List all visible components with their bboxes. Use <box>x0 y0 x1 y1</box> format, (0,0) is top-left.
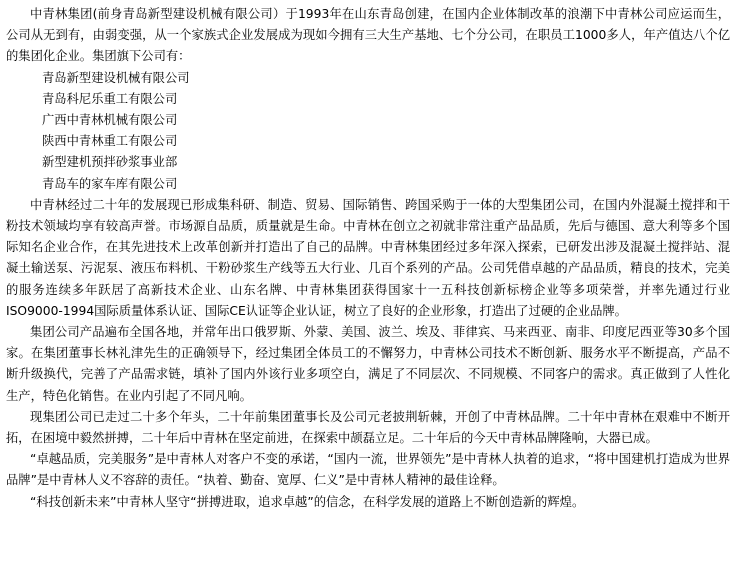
body-paragraph-4: “卓越品质，完美服务”是中青林人对客户不变的承诺，“国内一流，世界领先”是中青林人执着的追求，“将中国建机打造成为世界品牌”是中青林人义不容辞的责任。“执着、勤奋、宽厚、仁义”是中青林人精神的最佳诠释。 <box>6 452 730 488</box>
body-paragraph-2: 集团公司产品遍布全国各地，并常年出口俄罗斯、外蒙、美国、波兰、埃及、菲律宾、马来西亚、南非、印度尼西亚等30多个国家。在集团董事长林礼津先生的正确领导下，经过集团全体员工的不懈努力，中青林公司技术不断创新、服务水平不断提高，产品不断升级换代，完善了产品需求链，填补了国内外该行业多项空白，满足了不同层次、不同规模、不同客户的需求。真正做到了人性化生产，特色化销售。在业内引起了不同凡响。 <box>6 325 730 403</box>
list-item: 新型建机预拌砂浆事业部 <box>42 155 178 170</box>
intro-paragraph: 中青林集团(前身青岛新型建设机械有限公司）于1993年在山东青岛创建，在国内企业体制改革的浪潮下中青林公司应运而生，公司从无到有，由弱变强，从一个家族式企业发展成为现如今拥有三大生产基地、七个分公司，在职员工1000多人，年产值达八个亿的集团化企业。集团旗下公司有： <box>6 7 730 64</box>
list-item: 广西中青林机械有限公司 <box>42 113 178 128</box>
list-item: 青岛科尼乐重工有限公司 <box>42 91 178 106</box>
body-paragraph-1: 中青林经过二十年的发展现已形成集科研、制造、贸易、国际销售、跨国采购于一体的大型集团公司，在国内外混凝土搅拌和干粉技术领域均享有较高声誉。市场源自品质，质量就是生命。中青林在创立之初就非常注重产品品质，先后与德国、意大利等多个国际知名企业合作，在其先进技术上改革创新并打造出了自己的品牌。中青林集团经过多年深入探索，已研发出涉及混凝土搅拌站、混凝土输送泵、污泥泵、液压布料机、干粉砂浆生产线等五大行业、几百个系列的产品。公司凭借卓越的产品品质，精良的技术，完美的服务连续多年跃居了高新技术企业、山东名牌、中青林集团获得国家十一五科技创新标榜企业等多项荣誉，并率先通过行业ISO9000-1994国际质量体系认证、国际CE认证等企业认证，树立了良好的企业形象，打造出了过硬的企业品牌。 <box>6 197 730 318</box>
list-item: 青岛车的家车库有限公司 <box>42 176 178 191</box>
body-paragraph-5: “科技创新未来”中青林人坚守“拼搏进取，追求卓越”的信念，在科学发展的道路上不断创造新的辉煌。 <box>30 494 585 509</box>
list-item: 陕西中青林重工有限公司 <box>42 134 178 149</box>
body-paragraph-3: 现集团公司已走过二十多个年头，二十年前集团董事长及公司元老披荆斩棘，开创了中青林品牌。二十年中青林在艰难中不断开拓，在困境中毅然拼搏，二十年后中青林在坚定前进，在探索中颉磊立足。二十年后的今天中青林品牌隆响，大器已成。 <box>6 409 730 446</box>
list-item: 青岛新型建设机械有限公司 <box>42 70 190 85</box>
subsidiary-company-list <box>6 68 730 195</box>
